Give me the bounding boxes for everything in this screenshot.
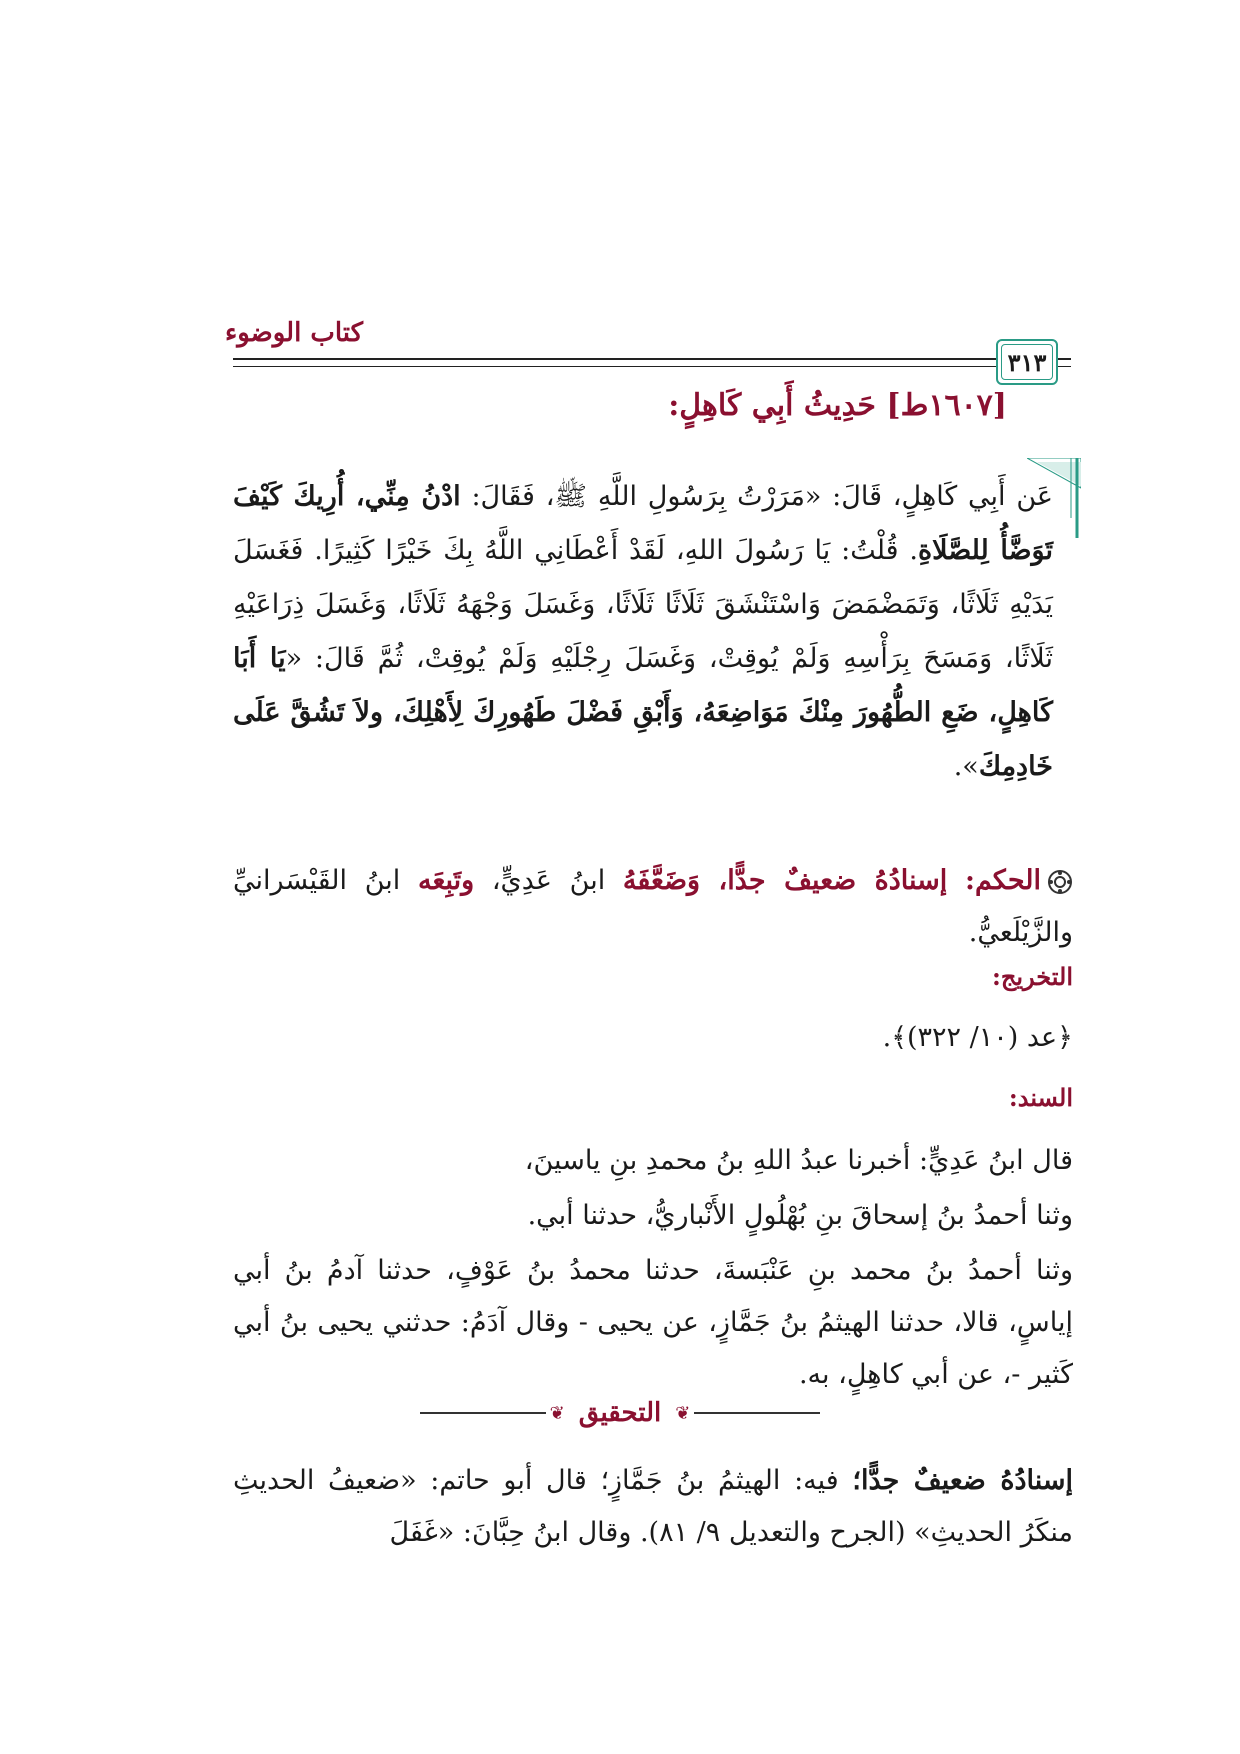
header-rule-thick (233, 358, 1071, 360)
takhrij-reference: ﴿عد (١٠/ ٣٢٢)﴾. (882, 1022, 1073, 1053)
divider-line (694, 1412, 820, 1414)
page-number-badge (996, 339, 1058, 385)
tahqiq-title: التحقيق (578, 1398, 662, 1428)
ruling-text2: ابنُ القَيْسَرانيِّ والزَّيْلَعيُّ. (233, 865, 1073, 948)
sanad-paragraph: وثنا أحمدُ بنُ محمد بنِ عَنْبَسةَ، حدثنا محمدُ بنُ عَوْفٍ، حدثنا آدمُ بنُ أبي إياسٍ، قالا، حدثنا الهيثمُ بنُ جَمَّازٍ، عن يحيى - وقال آدَمُ: حدثني يحيى بنُ أبي كَثير -، عن أبي كاهِلٍ، به. (233, 1255, 1073, 1390)
ruling-paragraph (233, 855, 1073, 959)
hadith-text-bold1: ادْنُ مِنِّي، أُرِيكَ كَيْفَ تَوَضَّأُ لِلصَّلَاةِ (233, 481, 1054, 566)
page-number: ٣١٣ (1007, 347, 1047, 377)
section-divider (420, 1398, 820, 1428)
sanad-label: السند: (1008, 1083, 1073, 1112)
hadith-text-part1: عَن أَبِي كَاهِلٍ، قَالَ: «مَرَرْتُ بِرَسُولِ اللَّهِ ﷺ، فَقَالَ: (460, 481, 1053, 512)
ornament-icon: ❦ (549, 1402, 565, 1424)
tahqiq-paragraph (233, 1455, 1073, 1559)
hadith-text-part2: . قُلْتُ: يَا رَسُولَ اللهِ، لَقَدْ أَعْطَانِي اللَّهُ بِكَ خَيْرًا كَثِيرًا. فَغَسَلَ يَدَيْهِ ثَلَاثًا، وَتَمَضْمَضَ وَاسْتَنْشَقَ ثَلَاثًا ثَلَاثًا، وَغَسَلَ وَجْهَهُ ثَلَاثًا، وَغَسَلَ ذِرَاعَيْهِ ثَلَاثًا، وَمَسَحَ بِرَأْسِهِ وَلَمْ يُوقِتْ، وَغَسَلَ رِجْلَيْهِ وَلَمْ يُوقِتْ، ثُمَّ قَالَ: « (233, 535, 1053, 674)
hadith-heading: [١٦٠٧ط] حَدِيثُ أَبِي كَاهِلٍ: (668, 388, 1007, 423)
sanad-line1: قال ابنُ عَدِيٍّ: أخبرنا عبدُ اللهِ بنُ محمدِ بنِ ياسينَ، (524, 1145, 1073, 1176)
ruling-followed: وتَبِعَه (417, 865, 475, 896)
ruling-text1: ابنُ عَدِيٍّ، (474, 865, 623, 896)
tahqiq-verdict: إسنادُهُ ضعيفٌ جدًّا؛ (852, 1465, 1073, 1496)
header-rule-thin (233, 366, 1071, 367)
sanad-line2: وثنا أحمدُ بنُ إسحاقَ بنِ بُهْلُولٍ الأَنْباريُّ، حدثنا أبي. (527, 1200, 1073, 1231)
divider-line (420, 1412, 546, 1414)
ruling-verdict: إسنادُهُ ضعيفٌ جدًّا، وَضَعَّفَهُ (622, 865, 948, 896)
takhrij-label: التخريج: (992, 962, 1073, 991)
hadith-text-end: ». (953, 751, 979, 782)
ornament-icon: ❦ (675, 1402, 691, 1424)
tahqiq-text: فيه: الهيثمُ بنُ جَمَّازٍ؛ قال أبو حاتم: «ضعيفُ الحديثِ منكَرُ الحديثِ» (الجرح والتعديل ٩/ ٨١). وقال ابنُ حِبَّانَ: «غَفَلَ (233, 1465, 1073, 1548)
flower-icon (1047, 869, 1073, 895)
book-title: كتاب الوضوء (225, 318, 363, 348)
hadith-text-bold2: يَا أَبَا كَاهِلٍ، ضَعِ الطُّهُورَ مِنْكَ مَوَاضِعَهُ، وَأَبْقِ فَضْلَ طَهُورِكَ لِأَهْلِكَ، ولاَ تَشُقَّ عَلَى خَادِمِكَ (233, 643, 1053, 782)
hadith-text (233, 470, 1053, 794)
ruling-label: الحكم: (965, 865, 1042, 896)
hadith-box (233, 470, 1053, 850)
